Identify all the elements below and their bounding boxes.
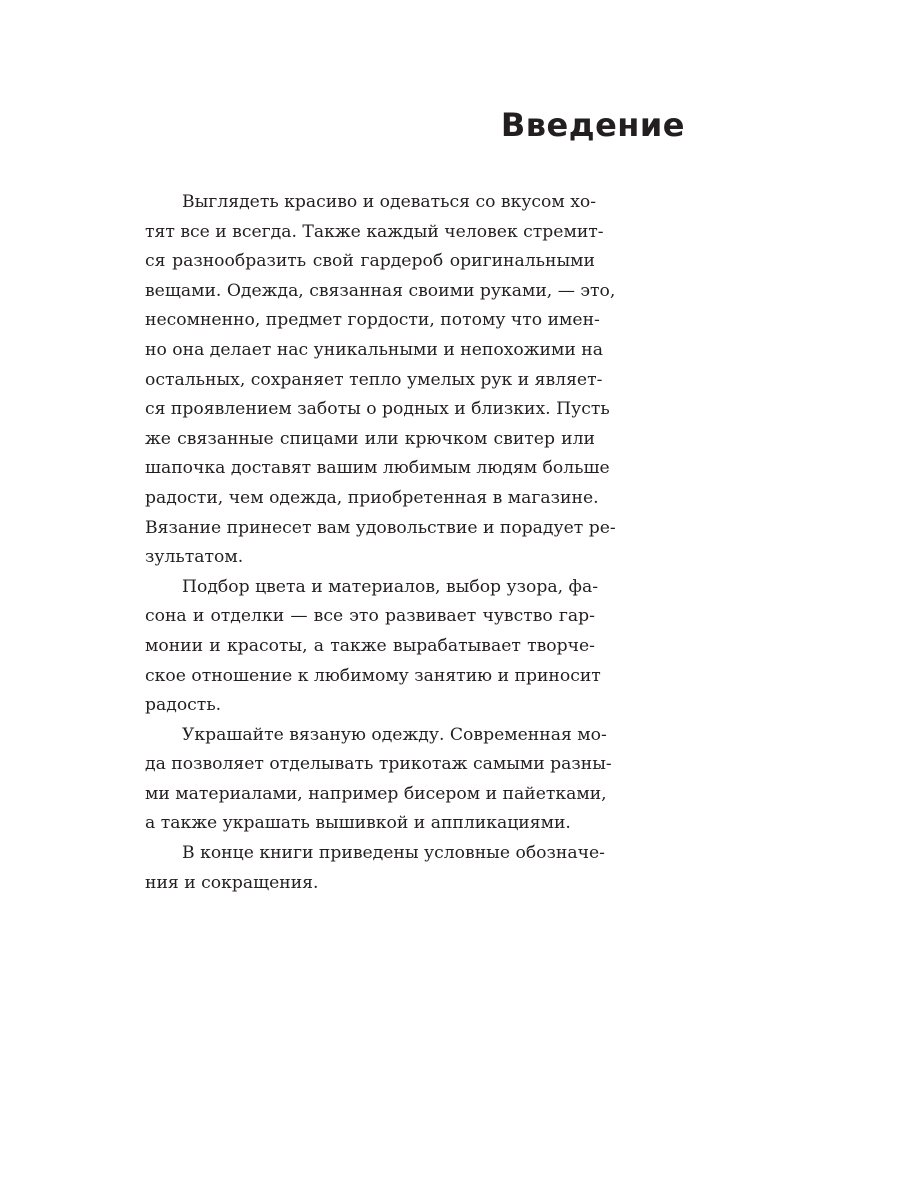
text-line: ми материалами, например бисером и пайетками, [145,783,607,804]
chapter-title: Введение [500,106,685,144]
text-line: тят все и всегда. Также каждый человек стремит- [145,221,604,242]
text-line: вещами. Одежда, связанная своими руками, — это, [145,280,616,301]
paragraph-symbols-note [145,839,605,898]
text-line: Подбор цвета и материалов, выбор узора, фа- [182,576,599,597]
text-line: В конце книги приведены условные обозначе- [182,843,605,864]
text-line: ское отношение к любимому занятию и приносит [145,665,601,686]
text-line: Выглядеть красиво и одеваться со вкусом хо- [182,192,597,212]
paragraph-intro [145,188,616,573]
text-line: шапочка доставят вашим любимым людям больше [145,458,610,479]
text-line: Украшайте вязаную одежду. Современная мо- [182,724,607,745]
text-line: а также украшать вышивкой и аппликациями. [145,813,571,834]
text-line: сона и отделки — все это развивает чувство гар- [145,606,595,627]
text-line: монии и красоты, а также вырабатывает творче- [145,635,595,656]
text-line: Вязание принесет вам удовольствие и порадует ре- [145,517,616,538]
text-line: ния и сокращения. [145,872,319,893]
paragraph-harmony [145,573,601,721]
text-line: зультатом. [145,547,244,568]
paragraph-decoration [145,721,612,839]
text-line: радости, чем одежда, приобретенная в магазине. [145,487,599,508]
chapter-body [145,188,616,898]
text-line: же связанные спицами или крючком свитер или [145,428,595,449]
text-line: да позволяет отделывать трикотаж самыми разны- [145,754,612,775]
text-line: но она делает нас уникальными и непохожими на [145,339,603,360]
text-line: несомненно, предмет гордости, потому что имен- [145,310,600,331]
text-line: ся проявлением заботы о родных и близких. Пусть [145,399,610,420]
text-line: остальных, сохраняет тепло умелых рук и являет- [145,369,603,390]
text-line: ся разнообразить свой гардероб оригинальными [145,251,595,272]
text-line: радость. [145,695,222,716]
